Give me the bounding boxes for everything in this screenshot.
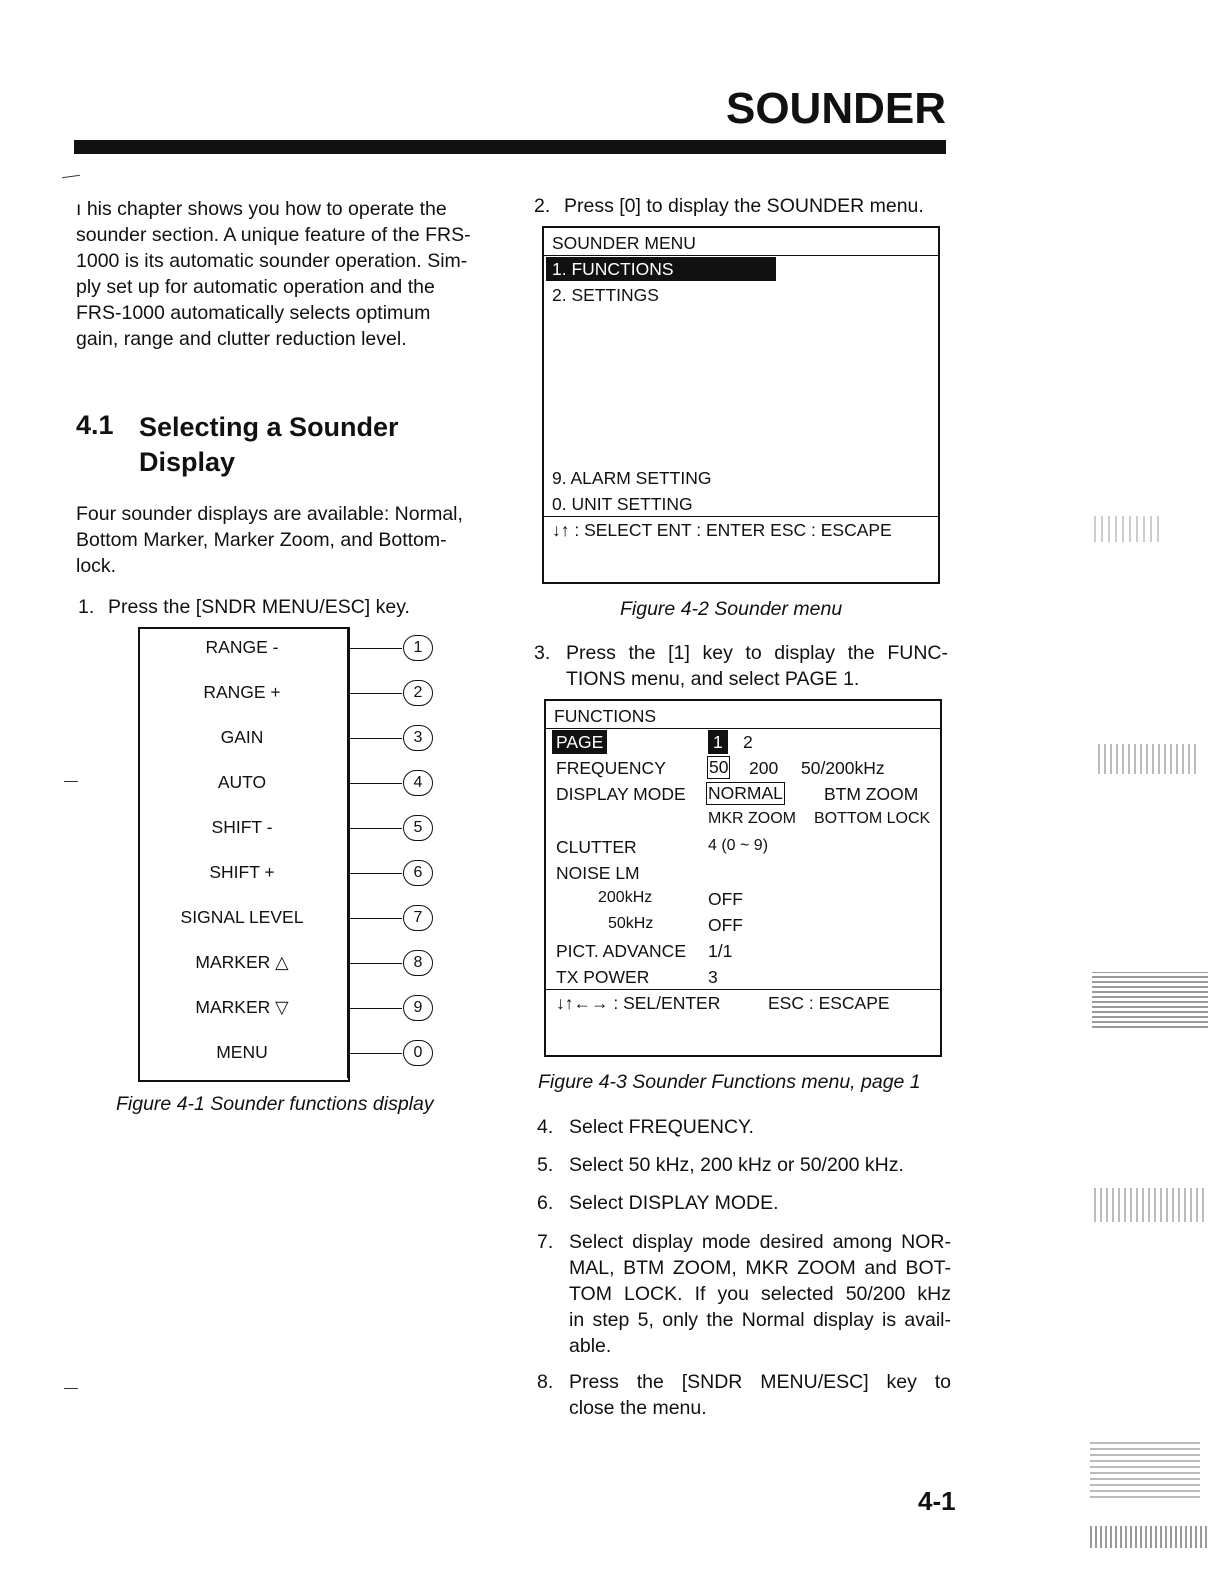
key-label: SIGNAL LEVEL — [180, 907, 304, 927]
section-intro-line: Four sounder displays are available: Normal, — [76, 503, 463, 525]
functions-menu-screen — [544, 699, 942, 1057]
display-mode-normal[interactable]: NORMAL — [708, 783, 783, 803]
step-text — [569, 1229, 951, 1359]
page-option-1[interactable]: 1 — [708, 730, 728, 754]
key-label: AUTO — [217, 772, 267, 792]
intro-paragraph — [76, 196, 490, 352]
key-label: SHIFT + — [209, 862, 275, 882]
fig1-caption: Figure 4-1 Sounder functions display — [116, 1093, 434, 1115]
divider — [546, 989, 940, 990]
functions-footer-nav: ↓↑←→ : SEL/ENTER — [556, 993, 721, 1013]
frequency-label: FREQUENCY — [556, 758, 666, 778]
key-leader-line — [350, 738, 402, 739]
frequency-option-50[interactable]: 50 — [709, 757, 729, 777]
menu-item-alarm-setting[interactable]: 9. ALARM SETTING — [552, 468, 712, 488]
key-number-circle: 3 — [403, 725, 433, 751]
margin-mark — [64, 781, 78, 782]
step-text: Press [0] to display the SOUNDER menu. — [564, 195, 924, 217]
step-text: Select FREQUENCY. — [569, 1116, 754, 1138]
intro-line: 1000 is its automatic sounder operation. Sim- — [76, 250, 468, 272]
key-label: MARKER ▽ — [195, 997, 289, 1017]
noise-50khz-label: 50kHz — [608, 915, 654, 932]
key-panel-divider — [347, 627, 349, 1078]
step-line: Select display mode desired among NOR- — [569, 1231, 951, 1253]
section-title — [139, 410, 399, 480]
step-text — [566, 640, 948, 692]
key-label: SHIFT - — [211, 817, 273, 837]
step-text — [569, 1369, 951, 1421]
key-leader-line — [350, 783, 402, 784]
key-number-circle: 6 — [403, 860, 433, 886]
step-line: able. — [569, 1335, 612, 1357]
section-intro-line: lock. — [76, 555, 117, 577]
clutter-label: CLUTTER — [556, 837, 637, 857]
display-mode-label: DISPLAY MODE — [556, 784, 686, 804]
noise-50khz-value[interactable]: OFF — [708, 915, 743, 935]
step-4 — [537, 1114, 951, 1140]
chapter-title: SOUNDER — [725, 84, 946, 133]
key-label: MENU — [216, 1042, 268, 1062]
step-number: 7. — [537, 1231, 554, 1253]
key-number-circle: 5 — [403, 815, 433, 841]
step-text: Press the [SNDR MENU/ESC] key. — [108, 596, 410, 618]
step-line: MAL, BTM ZOOM, MKR ZOOM and BOT- — [569, 1257, 951, 1279]
step-8 — [537, 1369, 951, 1421]
key-label: MARKER △ — [195, 952, 289, 972]
menu-item-unit-setting[interactable]: 0. UNIT SETTING — [552, 494, 693, 514]
page-label[interactable]: PAGE — [552, 730, 607, 754]
noise-200khz-label: 200kHz — [598, 889, 653, 906]
key-number-circle: 0 — [403, 1040, 433, 1066]
scan-speckle — [1092, 972, 1208, 1028]
step-line: TOM LOCK. If you selected 50/200 kHz — [569, 1283, 951, 1305]
section-intro-line: Bottom Marker, Marker Zoom, and Bottom- — [76, 529, 447, 551]
step-line: TIONS menu, and select PAGE 1. — [566, 668, 860, 690]
key-leader-line — [350, 828, 402, 829]
tx-power-label: TX POWER — [556, 967, 650, 987]
margin-mark — [64, 1388, 78, 1389]
section-number: 4.1 — [76, 410, 114, 440]
key-leader-line — [350, 693, 402, 694]
step-line: in step 5, only the Normal display is avail- — [569, 1309, 951, 1331]
step-1 — [78, 594, 492, 620]
step-number: 8. — [537, 1371, 554, 1393]
functions-title: FUNCTIONS — [554, 706, 657, 726]
sounder-menu-screen — [542, 226, 940, 584]
step-line: Press the [SNDR MENU/ESC] key to — [569, 1371, 951, 1393]
step-number: 2. — [534, 195, 551, 217]
scan-speckle — [1090, 1526, 1210, 1548]
scan-speckle — [1098, 744, 1198, 774]
step-number: 4. — [537, 1116, 554, 1138]
key-leader-line — [350, 918, 402, 919]
intro-line: FRS-1000 automatically selects optimum — [76, 302, 431, 324]
display-mode-btm-zoom[interactable]: BTM ZOOM — [824, 784, 919, 804]
step-text: Select 50 kHz, 200 kHz or 50/200 kHz. — [569, 1154, 904, 1176]
key-label: GAIN — [220, 727, 264, 747]
tx-power-value[interactable]: 3 — [708, 967, 718, 987]
step-number: 1. — [78, 596, 95, 618]
step-line: Press the [1] key to display the FUNC- — [566, 642, 948, 664]
key-number-circle: 7 — [403, 905, 433, 931]
key-label: RANGE - — [205, 637, 279, 657]
functions-footer-esc: ESC : ESCAPE — [768, 993, 890, 1013]
intro-line: gain, range and clutter reduction level. — [76, 328, 407, 350]
key-leader-line — [350, 873, 402, 874]
divider — [544, 255, 938, 256]
key-number-circle: 9 — [403, 995, 433, 1021]
section-title-line: Display — [139, 447, 236, 477]
step-text: Select DISPLAY MODE. — [569, 1192, 779, 1214]
key-number-circle: 4 — [403, 770, 433, 796]
noise-lm-label: NOISE LM — [556, 863, 640, 883]
section-intro — [76, 501, 490, 579]
key-leader-line — [350, 963, 402, 964]
step-5 — [537, 1152, 951, 1178]
scan-speckle — [1094, 516, 1164, 542]
step-number: 6. — [537, 1192, 554, 1214]
key-leader-line — [350, 648, 402, 649]
scan-speckle — [1090, 1442, 1200, 1498]
header-rule — [74, 140, 946, 154]
divider — [544, 516, 938, 517]
key-label: RANGE + — [203, 682, 281, 702]
intro-line: sounder section. A unique feature of the FRS- — [76, 224, 471, 246]
page-option-2[interactable]: 2 — [743, 732, 753, 752]
scan-speckle — [1094, 1188, 1204, 1222]
pict-advance-value[interactable]: 1/1 — [708, 941, 733, 961]
frequency-option-200[interactable]: 200 — [749, 758, 779, 778]
fig3-caption: Figure 4-3 Sounder Functions menu, page 1 — [538, 1071, 921, 1093]
key-leader-line — [350, 1053, 402, 1054]
display-mode-bottom-lock[interactable]: BOTTOM LOCK — [814, 810, 931, 827]
key-number-circle: 1 — [403, 635, 433, 661]
fig2-caption: Figure 4-2 Sounder menu — [620, 598, 843, 620]
step-number: 5. — [537, 1154, 554, 1176]
sounder-menu-footer: ↓↑ : SELECT ENT : ENTER ESC : ESCAPE — [552, 520, 892, 540]
step-number: 3. — [534, 642, 551, 664]
key-leader-line — [350, 1008, 402, 1009]
display-mode-mkr-zoom[interactable]: MKR ZOOM — [708, 810, 796, 827]
intro-line: ply set up for automatic operation and the — [76, 276, 435, 298]
step-6 — [537, 1190, 951, 1216]
step-line: close the menu. — [569, 1397, 707, 1419]
pict-advance-label: PICT. ADVANCE — [556, 941, 686, 961]
frequency-option-dual[interactable]: 50/200kHz — [801, 758, 885, 778]
menu-item-functions[interactable]: 1. FUNCTIONS — [546, 257, 776, 281]
divider — [546, 728, 940, 729]
page-number: 4-1 — [918, 1486, 956, 1516]
clutter-value[interactable]: 4 (0 ~ 9) — [708, 837, 769, 854]
menu-item-settings[interactable]: 2. SETTINGS — [552, 285, 659, 305]
step-7 — [537, 1229, 951, 1359]
step-2 — [534, 193, 948, 219]
noise-200khz-value[interactable]: OFF — [708, 889, 743, 909]
sounder-menu-title: SOUNDER MENU — [552, 233, 696, 253]
section-title-line: Selecting a Sounder — [139, 412, 399, 442]
margin-mark — [62, 175, 80, 178]
key-number-circle: 2 — [403, 680, 433, 706]
key-number-circle: 8 — [403, 950, 433, 976]
step-3 — [534, 640, 948, 692]
intro-line: ı his chapter shows you how to operate the — [76, 198, 447, 220]
